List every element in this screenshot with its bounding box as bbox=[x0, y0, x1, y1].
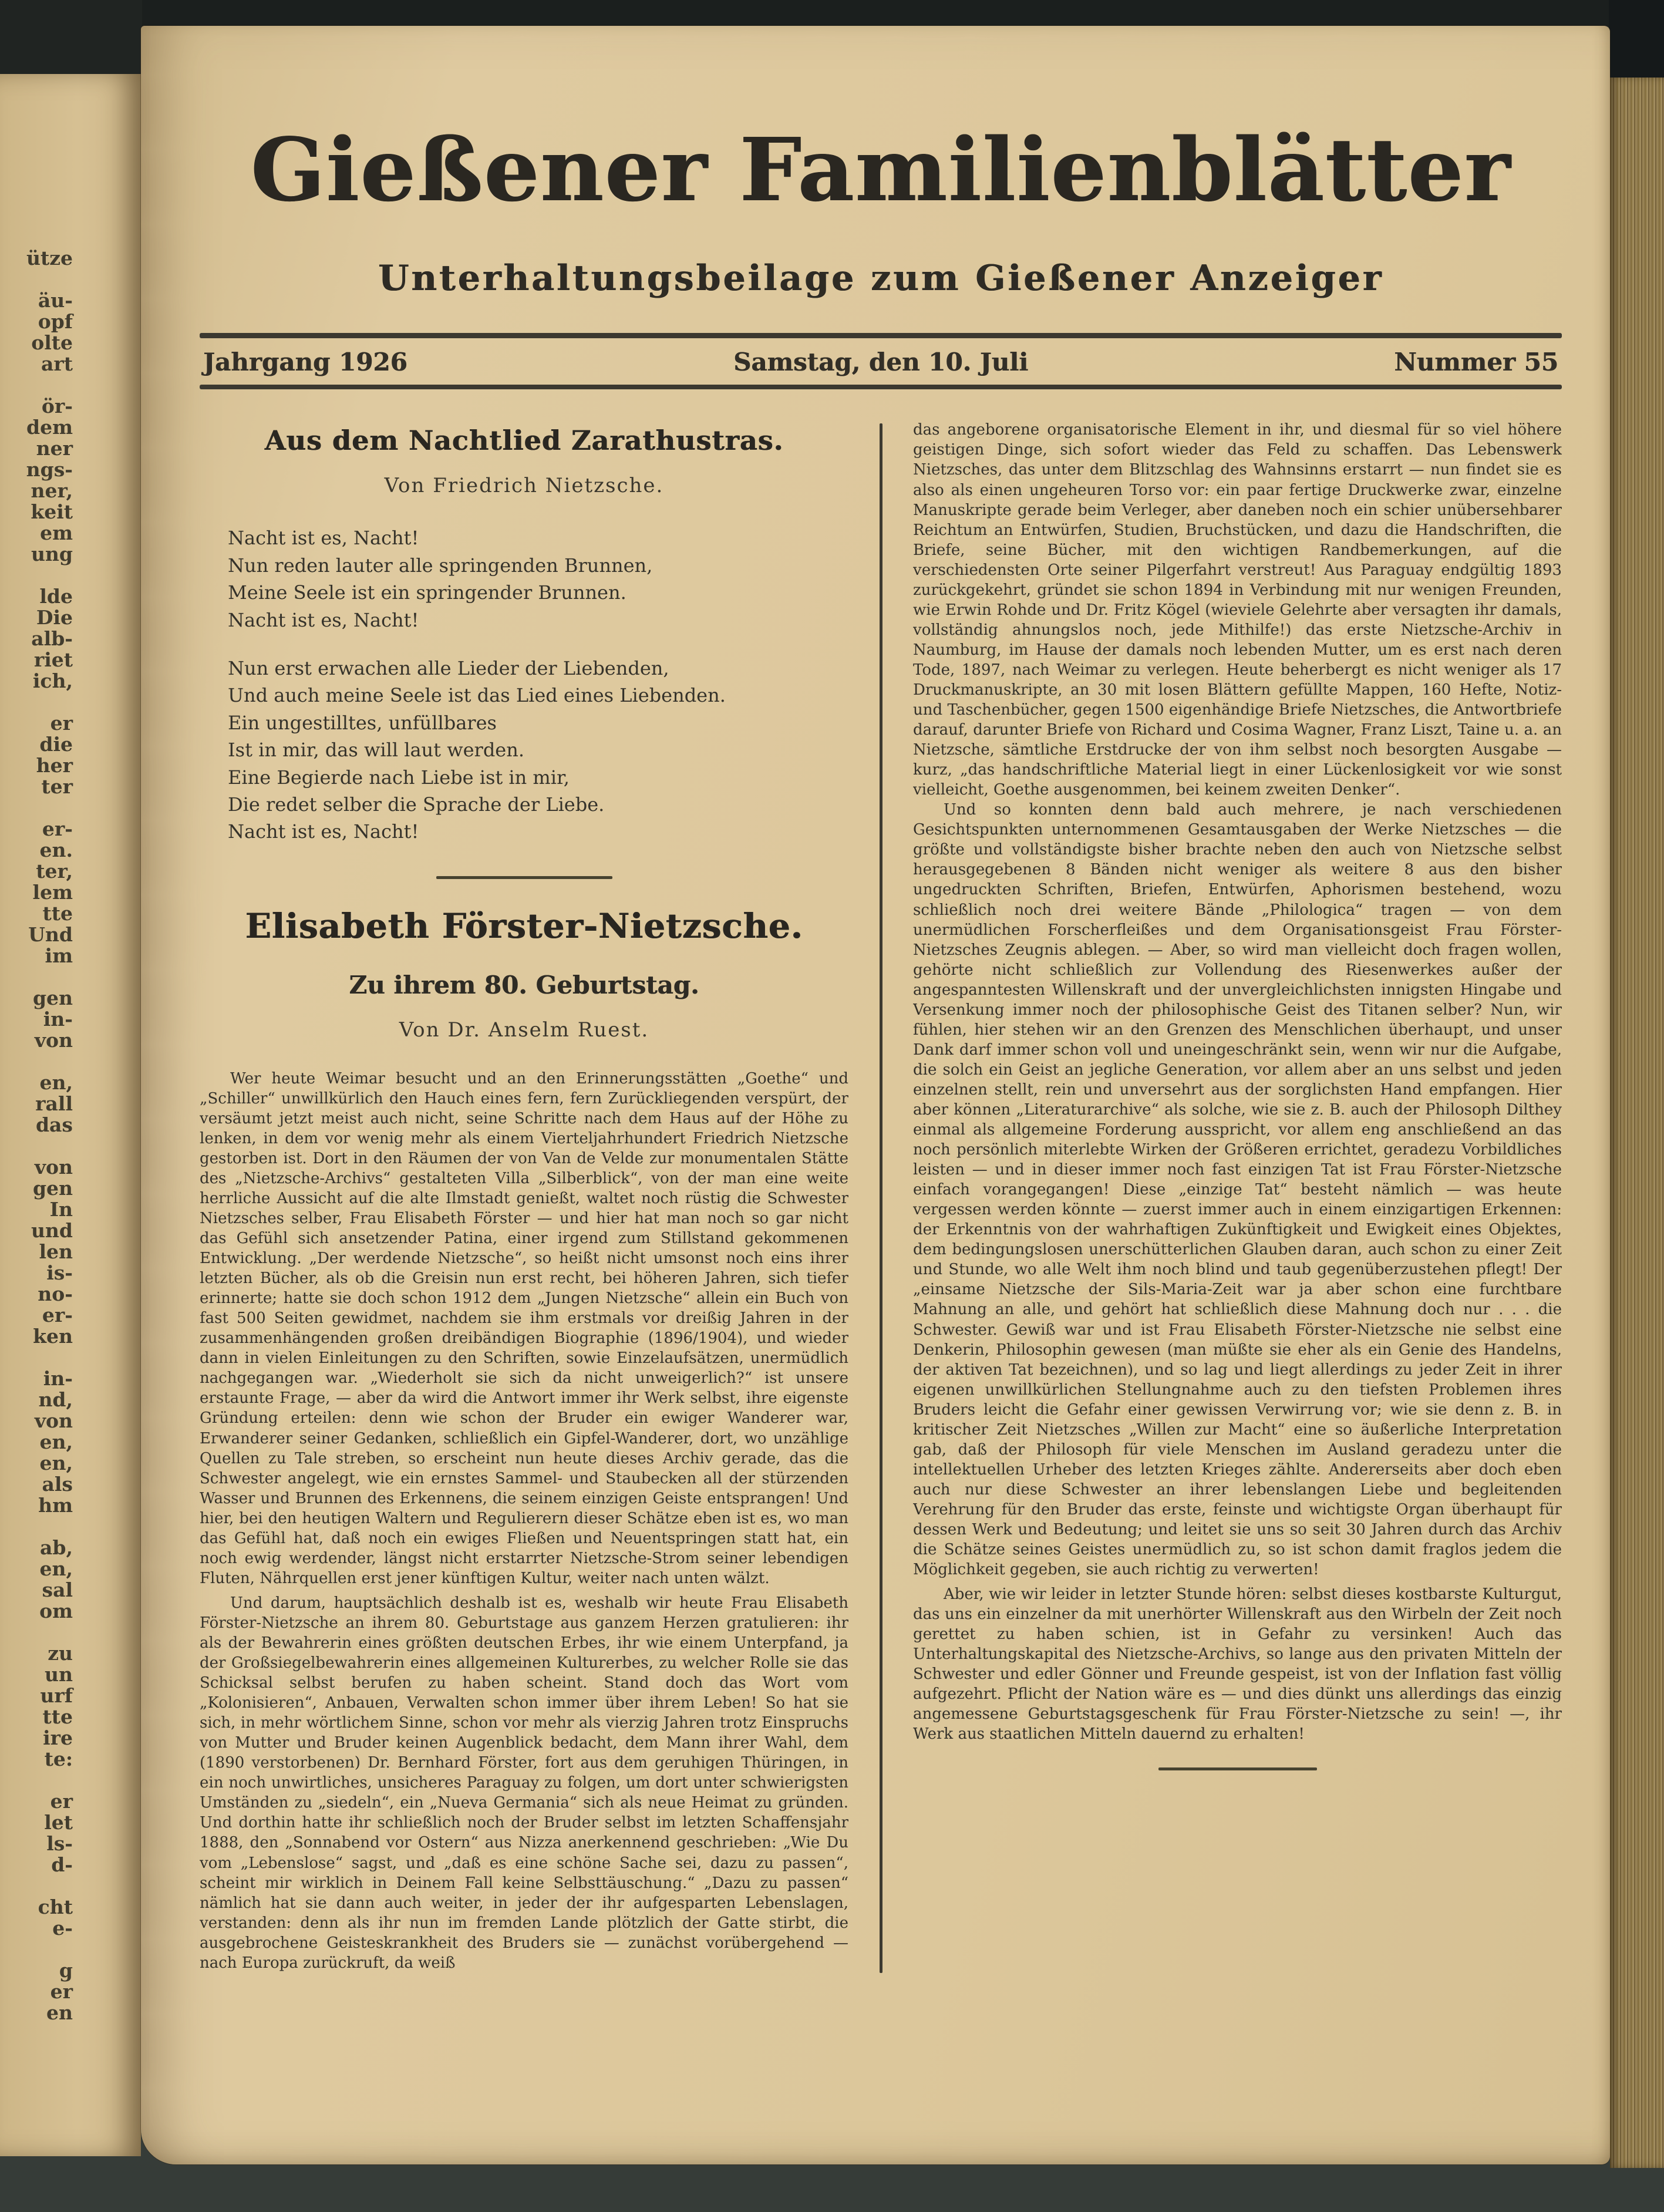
neighbor-page-text-fragment: ter bbox=[41, 775, 73, 798]
neighbor-page-text-fragment: e- bbox=[52, 1917, 73, 1940]
article-paragraph-continuation: das angeborene organisatorische Element in ihr, und diesmal für so viel höhere geistigen Dinge, sich sofort wieder das Feld zu schaffen. Das Lebenswerk Nietzsches, das unter dem Blitzschlag des Wahnsinns erstarrt — nun findet sie es also als einen ungeheuren Torso vor: ein paar fertige Druckwerke zwar, einzelne Manuskripte gerade beim Verleger, aber daneben noch ein schier unübersehbarer Reichtum an Entwürfen, Studien, Bruchstücken, und dazu die Handschriften, die Briefe, seine Bücher, mit den wichtigen Randbemerkungen, auf die verschiedensten Orte seiner Pilgerfahrt verstreut! Aus Paraguay endgültig 1893 zurückgekehrt, gründet sie schon 1894 in Verbindung mit nur wenigen Freunden, wie Erwin Rohde und Dr. Fritz Kögel (wieviele Gelehrte aber versagten ihr damals, vollständig ahnungslos noch, jede Mithilfe!) das erste Nietzsche-Archiv in Naumburg, im Hause der damals noch lebenden Mutter, um es erst nach deren Tode, 1897, nach Weimar zu verlegen. Heute beherbergt es nicht weniger als 17 Druckmanuskripte, an 30 mit losen Blättern gefüllte Mappen, 160 Hefte, Notiz- und Taschenbücher, gegen 1500 eigenhändige Briefe Nietzsches, die Antwortbriefe darauf, darunter Briefe von Richard und Cosima Wagner, Franz Liszt, Taine u. a. an Nietzsche, sämtliche Erstdrucke der von ihm selbst noch besorgten Ausgabe — kurz, „das handschriftliche Material liegt in einer Lückenlosigkeit vor wie sonst vielleicht, Goethe ausgenommen, bei keinem zweiten Denker“. bbox=[913, 421, 1562, 799]
neighbor-page-text-fragment: In bbox=[49, 1198, 73, 1221]
neighbor-page-text-fragment: er bbox=[50, 1980, 73, 2003]
neighbor-page-text-fragment: rall bbox=[35, 1092, 73, 1115]
neighbor-page-text-fragment: te: bbox=[44, 1748, 73, 1770]
poem-line: Meine Seele ist ein springender Brunnen. bbox=[228, 581, 626, 604]
neighbor-page-text-fragment: no- bbox=[38, 1282, 73, 1305]
article-subtitle: Zu ihrem 80. Geburtstag. bbox=[349, 970, 699, 999]
article-byline: Von Dr. Anselm Ruest. bbox=[399, 1018, 649, 1042]
masthead-title: Gießener Familienblätter bbox=[250, 119, 1511, 221]
article-title: Elisabeth Förster-Nietzsche. bbox=[245, 905, 803, 946]
neighbor-page-text-fragment: en, bbox=[39, 1071, 73, 1094]
column-divider-rule bbox=[880, 423, 882, 1972]
neighbor-page-text-fragment: nd, bbox=[38, 1388, 73, 1411]
neighbor-page-text-fragment: als bbox=[42, 1473, 73, 1496]
neighbor-page-text-fragment: tte bbox=[42, 902, 73, 925]
neighbor-page-text-fragment: gen bbox=[32, 987, 73, 1009]
neighbor-page-text-fragment: art bbox=[41, 352, 73, 375]
neighbor-page-text-fragment: cht bbox=[38, 1895, 73, 1918]
neighbor-page-text-fragment bbox=[0, 1516, 73, 1537]
neighbor-page-text-fragment: von bbox=[34, 1156, 73, 1179]
neighbor-page-text-fragment: sal bbox=[42, 1578, 73, 1601]
neighbor-page-text-fragment: er- bbox=[42, 1304, 73, 1326]
neighbor-page-text-fragment: len bbox=[39, 1240, 73, 1263]
article-paragraph: Und darum, hauptsächlich deshalb ist es, weshalb wir heute Frau Elisabeth Förster-Nietzsche an ihrem 80. Geburtstage aus ganzem Herzen gratulieren: ihr als der Bewahrerin eines größten deutschen Erbes, ihr wie einem Unterpfand, ja der Großsiegelbewahrerin eines allgemeinen Kulturerbes, zu welcher Rolle sie das Schicksal selbst berufen zu haben scheint. Stand doch das Wort vom „Kolonisieren“, Anbauen, Verwalten schon immer über ihrem Leben! So hat sie sich, in mehr wörtlichem Sinne, schon vor mehr als vierzig Jahren trotz Einspruchs von Mutter und Bruder keinen Augenblick bedacht, dem Mann ihrer Wahl, dem (1890 verstorbenen) Dr. Bernhard Förster, fort aus dem geruhigen Thüringen, in ein noch unwirtliches, unsicheres Paraguay zu folgen, um dort unter schwierigsten Umständen zu „siedeln“, ein „Nueva Germania“ sich als neue Heimat zu gründen. Und dorthin hatte ihr schließlich noch der Bruder selbst im letzten Schaffensjahr 1888, den „Sonnabend vor Ostern“ aus Nizza anerkennend geschrieben: „Wie Du vom „Lebenslose“ sagst, und „daß es eine schöne Sache sei, dazu zu passen“, scheint mir wirklich in Deinem Fall keine Selbsttäuschung.“ „Dazu zu passen“ nämlich hat sie dann auch weiter, in jeder der ihr aufgesparten Lebenslagen, verstanden: denn als ihr nun im fremden Lande plötzlich der Gatte stirbt, die ausgebrochene Geisteskrankheit des Bruders sie — zunächst vorübergehend — nach Europa zurückruft, da weiß bbox=[200, 1594, 848, 1972]
neighbor-page-text-fragment bbox=[0, 1876, 73, 1897]
neighbor-page-text-fragment: er bbox=[50, 1790, 73, 1813]
poem-line: Nacht ist es, Nacht! bbox=[228, 527, 419, 550]
neighbor-page-text-fragment: un bbox=[45, 1663, 73, 1686]
neighbor-page-text-fragment bbox=[0, 1622, 73, 1643]
neighbor-page-text-fragment: ken bbox=[33, 1325, 73, 1348]
neighbor-page-text-fragment: ung bbox=[31, 543, 73, 565]
masthead bbox=[200, 119, 1562, 299]
poem-line: Nacht ist es, Nacht! bbox=[228, 608, 419, 631]
scanner-background-top bbox=[0, 0, 1664, 27]
dateline-rule-bottom bbox=[200, 385, 1562, 389]
page-content bbox=[141, 26, 1610, 2164]
scanner-background-top-right bbox=[1609, 0, 1664, 79]
poem-line: Nacht ist es, Nacht! bbox=[228, 820, 419, 843]
neighbor-page-text-fragment bbox=[0, 269, 73, 290]
neighbor-page-text-fragment bbox=[0, 1051, 73, 1072]
neighbor-page-text-fragment: und bbox=[31, 1219, 73, 1242]
neighbor-page-text-fragment: opf bbox=[38, 310, 73, 333]
column-right bbox=[913, 420, 1562, 1972]
article-columns bbox=[200, 420, 1562, 1972]
dateline bbox=[200, 338, 1562, 385]
dateline-issue-number: Nummer 55 bbox=[1394, 348, 1559, 377]
neighbor-page-text-fragment: Und bbox=[28, 923, 73, 946]
neighbor-page-text-fragment: von bbox=[34, 1409, 73, 1432]
neighbor-page-text-fragment: is- bbox=[46, 1261, 73, 1284]
neighbor-page-text-fragment: ner bbox=[36, 437, 73, 460]
neighbor-page-text-fragment: die bbox=[39, 733, 73, 756]
neighbor-page-text-fragment: om bbox=[39, 1600, 73, 1622]
article-paragraph: Und so konnten denn bald auch mehrere, je nach verschiedenen Gesichtspunkten unternommenen Gesamtausgaben der Werke Nietzsches — die größte und vollständigste bisher brachte neben den auch von Nietzsche selbst herausgegebenen 8 Bänden nicht weniger als weitere 8 aus den bisher ungedruckten Schriften, Briefen, Entwürfen, Aphorismen bestehend, wozu schließlich noch drei weitere Bände „Philologica“ tragen — von dem unermüdlichen Forscherfleißes und dem Organisationsgeist Frau Förster-Nietzsches Zeugnis ablegen. — Aber, so wird man vielleicht doch fragen wollen, gehörte nicht schließlich zur Vollendung des Riesenwerkes außer der angespanntesten Willenskraft und der unvergleichlichsten innigsten Hingabe und Versenkung immer noch der philosophische Geist des Titanen selber? Nun, wir fühlen, hier stehen wir an den Grenzen des Menschlichen überhaupt, und unser Dank darf immer schon voll und uneingeschränkt sein, wenn wir nur die Aufgabe, die solch ein Geist an jegliche Generation, vor allem aber an uns selbst und jeden einzelnen stellt, rein und unversehrt aus der sorglichsten Hand empfangen. Hier aber können „Literaturarchive“ als solche, wie sie z. B. auch der Philosoph Dilthey einmal als allgemeine Forderung ausspricht, vor allem eng anschließend an das noch persönlich miterlebte Wirken der Größeren errichtet, geradezu Vorbildliches leisten — und in dieser immer noch fast einzigen Tat ist Frau Förster-Nietzsche einfach vorangegangen! Diese „einzige Tat“ besteht nämlich — was heute vergessen werden könnte — zuerst immer auch in einem einzigartigen Erkennen: der Erkenntnis von der wahrhaftigen Zukünftigkeit und Ewigkeit eines Objektes, dem bedingungslosen unerschütterlichen Glauben daran, auch schon zu einer Zeit und Stunde, wo alle Welt ihm noch blind und taub gegenüberzustehen pflegt! Der „einsame Nietzsche der Sils-Maria-Zeit war ja aber schon eine furchtbare Mahnung an alle, und gehört hat schließlich diese Mahnung doch nur . . . die Schwester. Gewiß war und ist Frau Elisabeth Förster-Nietzsche nie selbst eine Denkerin, Philosophin gewesen (man müßte sie eher als ein Genie des Handelns, der aktiven Tat bezeichnen), und so lag und liegt allerdings zu jeder Zeit in ihrer eigenen unwillkürlichen Stellungnahme auch zu den tiefsten Problemen ihres Bruders leicht die Gefahr einer gewissen Verwirrung vor; wie sie denn z. B. in kritischer Zeit Nietzsches „Willen zur Macht“ eine so äußerliche Interpretation gab, daß der Philosoph für viele Menschen im Ausland geradezu unter die intellektuellen Urheber des letzten Krieges zählte. Andererseits aber doch eben auch nur diese Schwester an ihrer lebenslangen Liebe und begleitenden Verehrung für den Bruder das erste, feinste und wichtigste Organ überhaupt für dessen Werk und Bedeutung; und leitet sie uns so seit 30 Jahren durch das Archiv die Schätze seines Geistes unermüdlich zu, so ist schon damit fraglos jedem die Möglichkeit gegeben, sie auch richtig zu verwerten! bbox=[913, 801, 1562, 1579]
dateline-year: Jahrgang 1926 bbox=[203, 348, 407, 377]
neighbor-page-text-fragment: tte bbox=[42, 1705, 73, 1728]
neighbor-page-text-fragment: er- bbox=[42, 817, 73, 840]
neighbor-page-text-fragment: ütze bbox=[26, 247, 73, 270]
neighbor-page-text-fragment: von bbox=[34, 1029, 73, 1052]
dateline-rule-top bbox=[200, 333, 1562, 338]
neighbor-page-text-fragment: ich, bbox=[32, 669, 73, 692]
neighbor-page-text-fragment bbox=[0, 1770, 73, 1791]
poem-line: Nun erst erwachen alle Lieder der Liebenden, bbox=[228, 656, 669, 679]
section-divider bbox=[436, 876, 612, 879]
article-end-divider bbox=[1158, 1767, 1317, 1770]
neighbor-page-text-fragment: das bbox=[35, 1113, 73, 1136]
dateline-date: Samstag, den 10. Juli bbox=[733, 348, 1029, 377]
neighbor-page-text-fragment bbox=[0, 1939, 73, 1960]
neighbor-page-text-fragment bbox=[0, 967, 73, 988]
poem-byline: Von Friedrich Nietzsche. bbox=[384, 474, 664, 498]
poem bbox=[228, 524, 848, 845]
masthead-subtitle: Unterhaltungsbeilage zum Gießener Anzeiger bbox=[378, 258, 1384, 299]
neighbor-page-text-fragment: Die bbox=[36, 606, 73, 629]
neighbor-page-text-fragment: her bbox=[36, 754, 73, 777]
neighbor-page-text-fragment: äu- bbox=[38, 289, 73, 312]
neighbor-page-text-fragment: ter, bbox=[36, 860, 73, 883]
neighbor-page-text-fragment: en, bbox=[39, 1452, 73, 1474]
neighbor-page-text-fragment: en, bbox=[39, 1557, 73, 1580]
neighbor-page-text-fragment bbox=[0, 565, 73, 586]
neighbor-page-text-fragment: zu bbox=[48, 1642, 73, 1665]
neighbor-page-text-fragment: g bbox=[59, 1959, 73, 1982]
neighbor-page-text-fragment: riet bbox=[33, 648, 73, 671]
neighbor-page-text-fragment bbox=[0, 1136, 73, 1157]
poem-stanza bbox=[228, 524, 848, 634]
neighbor-page-text-fragment: en bbox=[46, 2001, 73, 2024]
neighbor-page-text-fragment: ls- bbox=[46, 1832, 73, 1855]
article-paragraph: Aber, wie wir leider in letzter Stunde hören: selbst dieses kostbarste Kulturgut, das uns ein einzelner da mit unerhörter Willenskraft aus den Wirbeln der Zeit noch gerettet zu haben schien, ist in Gefahr zu versinken! Auch das Unterhaltungskapital des Nietzsche-Archivs, so lange aus den privaten Mitteln der Schwester und edler Gönner und Freunde gespeist, ist von der Inflation fast völlig aufgezehrt. Pflicht der Nation wäre es — und dies dünkt uns allerdings das einzig angemessene Geburtstagsgeschenk für Frau Förster-Nietzsche zu sein! —, ihr Werk aus staatlichen Mitteln dauernd zu erhalten! bbox=[913, 1585, 1562, 1743]
article-paragraph: Wer heute Weimar besucht und an den Erinnerungsstätten „Goethe“ und „Schiller“ unwillkürlich den Hauch eines fern, fern Zurückliegenden verspürt, der versäumt jetzt meist auch nicht, seine Schritte nach dem Haus auf der Höhe zu lenken, in dem vor wenig mehr als einem Vierteljahrhundert Friedrich Nietzsche gestorben ist. Dort in den Räumen der von Van de Velde zur monumentalen Stätte des „Nietzsche-Archivs“ gestalteten Villa „Silberblick“, von der man eine weite herrliche Aussicht auf die alte Ilmstadt genießt, waltet noch rüstig die Schwester Nietzsches selber, Frau Elisabeth Förster — und hier hat man noch so gar nicht das Gefühl sich ansetzender Patina, einer irgend zum Stillstand gekommenen Entwicklung. „Der werdende Nietzsche“, so heißt nicht umsonst noch eins ihrer letzten Bücher, als ob die Greisin nun erst recht, bei höheren Jahren, sich tiefer erinnerte; hatte sie doch schon 1912 dem „Jungen Nietzsche“ allein ein Buch von fast 500 Seiten gewidmet, nachdem sie ihm erstmals vor dreißig Jahren in der zusammenhängenden großen dreibändigen Biographie (1896/1904), und wieder dann in vielen Einleitungen zu den Schriften, sowie Einzelaufsätzen, unermüdlich nachgegangen war. „Wiederholt sie sich da nicht unweigerlich?“ ist unsere erstaunte Frage, — aber da wird die Antwort immer ihr Werk selbst, ihre eigenste Gründung erteilen: denn wie schon der Bruder ein ewiger Wanderer war, Erwanderer seiner Gedanken, schließlich ein Gipfel-Wanderer, dort, wo unzählige Quellen zu Tale streben, so erscheint nun heute dieses Archiv gerade, das die Schwester angelegt, wie ein ernstes Sammel- und Staubecken all der stürzenden Wasser und Brunnen des Erkennens, die seinem einzigen Geiste entsprangen! Und hier, bei den heutigen Waltern und Regulierern dieser Schätze eben ist es, wo man das Gefühl hat, daß noch ein ewiges Fließen und Neuentspringen statt hat, ein noch ewig werdender, längst nicht erstarrter Nietzsche-Strom seiner lebendigen Fluten, Nährquellen erst jener künftigen Kultur, weiter nach unten wälzt. bbox=[200, 1069, 848, 1587]
poem-line: Die redet selber die Sprache der Liebe. bbox=[228, 793, 605, 816]
neighbor-page-text-fragment: d- bbox=[51, 1853, 73, 1876]
poem-title: Aus dem Nachtlied Zarathustras. bbox=[264, 425, 784, 457]
poem-line: Ein ungestilltes, unfüllbares bbox=[228, 711, 497, 734]
neighbor-page-text-fragment: in- bbox=[43, 1008, 73, 1031]
neighbor-page-text-fragment: en. bbox=[39, 839, 73, 861]
scanner-background-top-left bbox=[0, 0, 142, 75]
neighbor-page-text-fragment: lem bbox=[32, 881, 73, 904]
neighbor-page-text-fragment: keit bbox=[31, 500, 73, 523]
neighbor-page-text-fragment: dem bbox=[26, 416, 73, 439]
neighbor-page-text-fragment: en, bbox=[39, 1430, 73, 1453]
neighbor-page-text-fragment: em bbox=[40, 521, 73, 544]
neighbor-page-text-fragment: ngs- bbox=[26, 458, 73, 481]
neighbor-page-text-fragment: hm bbox=[38, 1494, 73, 1517]
neighbor-page-text-fragment: urf bbox=[40, 1684, 73, 1707]
neighbor-page-text-fragment: ner, bbox=[31, 479, 73, 502]
neighbor-page-sliver bbox=[0, 74, 141, 2156]
article-body-left bbox=[200, 1069, 848, 1973]
neighbor-page-text-fragment: gen bbox=[32, 1177, 73, 1200]
neighbor-page-text-fragment: er bbox=[50, 712, 73, 735]
neighbor-page-text-fragment: alb- bbox=[31, 627, 73, 650]
neighbor-page-text-fragment bbox=[0, 375, 73, 396]
neighbor-page-text-fragment: in- bbox=[43, 1367, 73, 1390]
column-left bbox=[200, 420, 848, 1972]
neighbor-page-text-fragment bbox=[0, 797, 73, 819]
neighbor-page-text-fragment: im bbox=[45, 944, 73, 967]
neighbor-page-text-fragment bbox=[0, 692, 73, 713]
poem-line: Eine Begierde nach Liebe ist in mir, bbox=[228, 766, 570, 789]
neighbor-page-text-fragment: ör- bbox=[41, 395, 73, 418]
newspaper-page bbox=[141, 26, 1610, 2164]
neighbor-page-text-fragment: let bbox=[44, 1811, 73, 1834]
neighbor-page-text-fragment: ire bbox=[43, 1726, 73, 1749]
neighbor-page-text-fragment: lde bbox=[39, 585, 73, 608]
poem-line: Ist in mir, das will laut werden. bbox=[228, 739, 525, 762]
book-fore-edge bbox=[1610, 78, 1664, 2168]
article-body-right bbox=[913, 800, 1562, 1744]
poem-line: Nun reden lauter alle springenden Brunnen, bbox=[228, 554, 653, 577]
neighbor-page-text-fragment: olte bbox=[31, 331, 73, 354]
poem-stanza bbox=[228, 655, 848, 846]
poem-line: Und auch meine Seele ist das Lied eines Liebenden. bbox=[228, 684, 726, 707]
neighbor-page-text-fragment bbox=[0, 1347, 73, 1368]
neighbor-page-text-fragment: ab, bbox=[40, 1536, 73, 1559]
